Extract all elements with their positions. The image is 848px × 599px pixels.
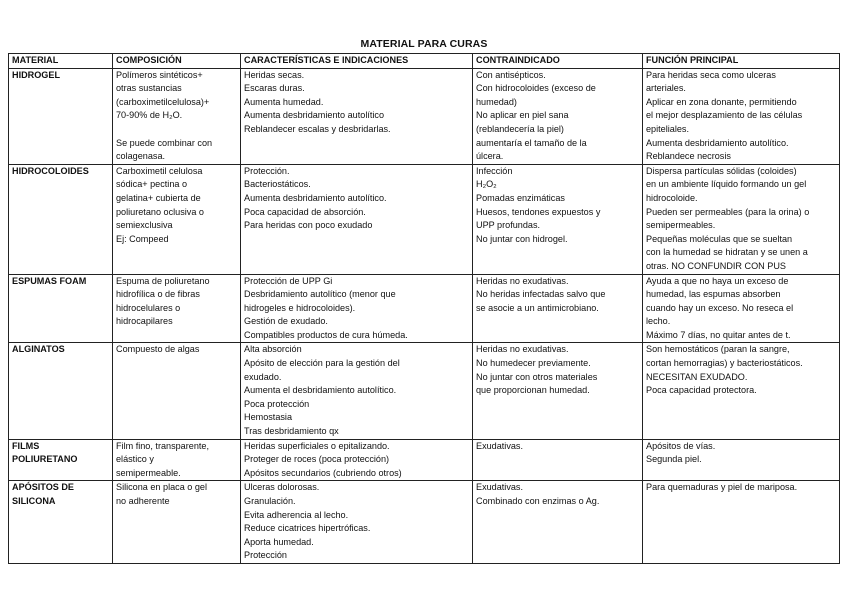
- cell-line: gelatina+ cubierta de: [116, 192, 201, 203]
- header-row: [9, 54, 840, 69]
- cell-contraindicado: [473, 481, 643, 564]
- cell-material: [9, 68, 113, 164]
- cell-material: [9, 274, 113, 343]
- table-row: [9, 439, 840, 481]
- cell-line: colagenasa.: [116, 151, 166, 162]
- cell-line: epiteliales.: [646, 123, 689, 134]
- cell-line: Film fino, transparente,: [116, 440, 209, 451]
- cell-line: el mejor desplazamiento de las células: [646, 110, 803, 121]
- cell-contraindicado: [473, 439, 643, 481]
- materials-table: [8, 53, 840, 564]
- cell-line: Máximo 7 días, no quitar antes de t.: [646, 329, 791, 340]
- cell-line: Ulceras dolorosas.: [244, 482, 320, 493]
- cell-caracteristicas: [241, 68, 473, 164]
- cell-line: NECESITAN EXUDADO.: [646, 371, 748, 382]
- cell-funcion: [643, 481, 840, 564]
- cell-line: Protección: [244, 550, 287, 561]
- cell-funcion: [643, 68, 840, 164]
- cell-line: Apósitos de vías.: [646, 440, 716, 451]
- cell-line: Protección de UPP Gi: [244, 275, 333, 286]
- cell-line: Gestión de exudado.: [244, 316, 328, 327]
- cell-line: [116, 123, 237, 137]
- cell-line: POLIURETANO: [12, 454, 78, 465]
- cell-funcion: [643, 343, 840, 439]
- cell-line: úlcera.: [476, 151, 504, 162]
- cell-line: Evita adherencia al lecho.: [244, 509, 349, 520]
- cell-line: Escaras duras.: [244, 83, 305, 94]
- cell-line: Se puede combinar con: [116, 137, 213, 148]
- cell-contraindicado: [473, 274, 643, 343]
- cell-line: lecho.: [646, 316, 671, 327]
- cell-contraindicado: [473, 164, 643, 274]
- cell-line: poliuretano oclusiva o: [116, 206, 204, 217]
- table-row: [9, 164, 840, 274]
- cell-line: exudado.: [244, 371, 282, 382]
- cell-line: No humedecer previamente.: [476, 358, 591, 369]
- cell-line: Ayuda a que no haya un exceso de: [646, 275, 789, 286]
- cell-composicion: [113, 481, 241, 564]
- cell-line: Aumenta el desbridamiento autolítico.: [244, 385, 397, 396]
- cell-line: Infección: [476, 165, 513, 176]
- cell-line: aumentaría el tamaño de la: [476, 137, 587, 148]
- cell-line: semiexclusiva: [116, 220, 173, 231]
- cell-line: Con hidrocoloides (exceso de: [476, 83, 596, 94]
- cell-line: No juntar con hidrogel.: [476, 233, 568, 244]
- cell-line: se asocie a un antimicrobiano.: [476, 302, 599, 313]
- cell-line: Aumenta desbridamiento autolítico: [244, 110, 385, 121]
- table-body: [9, 68, 840, 563]
- cell-line: Apósitos secundarios (cubriendo otros): [244, 467, 402, 478]
- cell-line: Silicona en placa o gel: [116, 482, 207, 493]
- cell-line: Reblandece necrosis: [646, 151, 731, 162]
- cell-line: Granulación.: [244, 496, 296, 506]
- cell-line: humedad): [476, 96, 517, 107]
- header-funcion: FUNCIÓN PRINCIPAL: [643, 54, 840, 69]
- cell-composicion: [113, 343, 241, 439]
- cell-composicion: [113, 439, 241, 481]
- cell-material: [9, 439, 113, 481]
- cell-line: Bacteriostáticos.: [244, 179, 311, 190]
- cell-line: Tras desbridamiento qx: [244, 426, 339, 437]
- cell-line: ALGINATOS: [12, 344, 65, 355]
- cell-line: APÓSITOS DE: [12, 482, 74, 493]
- cell-line: ESPUMAS FOAM: [12, 275, 87, 286]
- cell-line: SILICONA: [12, 496, 56, 506]
- cell-caracteristicas: [241, 481, 473, 564]
- cell-line: Pequeñas moléculas que se sueltan: [646, 233, 793, 244]
- cell-line: Son hemostáticos (paran la sangre,: [646, 344, 790, 355]
- cell-line: (reblandecería la piel): [476, 123, 564, 134]
- cell-line: 70-90% de H₂O.: [116, 110, 183, 121]
- cell-line: Reblandecer escalas y desbridarlas.: [244, 123, 391, 134]
- cell-line: Poca protección: [244, 398, 310, 409]
- header-contraindicado: CONTRAINDICADO: [473, 54, 643, 69]
- cell-material: [9, 343, 113, 439]
- cell-line: Proteger de roces (poca protección): [244, 454, 390, 465]
- table-row: [9, 274, 840, 343]
- cell-material: [9, 164, 113, 274]
- cell-line: Para heridas seca como ulceras: [646, 69, 776, 80]
- cell-funcion: [643, 439, 840, 481]
- cell-line: Polímeros sintéticos+: [116, 69, 203, 80]
- cell-line: No aplicar en piel sana: [476, 110, 569, 121]
- cell-line: Carboximetil celulosa: [116, 165, 203, 176]
- cell-line: otras. NO CONFUNDIR CON PUS: [646, 260, 786, 271]
- cell-line: Desbridamiento autolítico (menor que: [244, 289, 396, 300]
- cell-caracteristicas: [241, 343, 473, 439]
- cell-line: que proporcionan humedad.: [476, 385, 590, 396]
- cell-composicion: [113, 164, 241, 274]
- header-composicion: COMPOSICIÓN: [113, 54, 241, 69]
- cell-line: No juntar con otros materiales: [476, 371, 598, 382]
- cell-line: en un ambiente líquido formando un gel: [646, 179, 807, 190]
- cell-line: Con antisépticos.: [476, 69, 546, 80]
- cell-line: Huesos, tendones expuestos y: [476, 206, 601, 217]
- cell-line: Heridas superficiales o epitalizando.: [244, 440, 390, 451]
- cell-line: HIDROCOLOIDES: [12, 165, 89, 176]
- cell-line: arteriales.: [646, 83, 686, 94]
- cell-line: Aumenta desbridamiento autolítico.: [244, 192, 387, 203]
- cell-line: Compuesto de algas: [116, 344, 200, 355]
- cell-line: Heridas no exudativas.: [476, 344, 569, 355]
- cell-line: Exudativas.: [476, 482, 524, 493]
- page-title: MATERIAL PARA CURAS: [360, 38, 488, 50]
- cell-contraindicado: [473, 68, 643, 164]
- cell-line: humedad, las espumas absorben: [646, 289, 781, 300]
- cell-line: hidrofílica o de fibras: [116, 289, 200, 300]
- cell-line: Segunda piel.: [646, 454, 702, 465]
- table-row: [9, 481, 840, 564]
- cell-material: [9, 481, 113, 564]
- cell-line: Aplicar en zona donante, permitiendo: [646, 96, 797, 107]
- cell-contraindicado: [473, 343, 643, 439]
- table-row: [9, 68, 840, 164]
- cell-composicion: [113, 68, 241, 164]
- cell-line: Pomadas enzimáticas: [476, 192, 565, 203]
- cell-line: Aporta humedad.: [244, 536, 314, 547]
- cell-line: Para quemaduras y piel de mariposa.: [646, 482, 798, 493]
- cell-line: HIDROGEL: [12, 69, 60, 80]
- cell-line: Alta absorción: [244, 344, 302, 355]
- cell-funcion: [643, 274, 840, 343]
- cell-line: Poca capacidad de absorción.: [244, 206, 366, 217]
- cell-caracteristicas: [241, 164, 473, 274]
- cell-line: sódica+ pectina o: [116, 179, 188, 190]
- cell-line: Para heridas con poco exudado: [244, 220, 373, 231]
- cell-line: hidrocelulares o: [116, 302, 181, 313]
- cell-line: Apósito de elección para la gestión del: [244, 358, 400, 369]
- cell-line: Compatibles productos de cura húmeda.: [244, 329, 408, 340]
- cell-line: (carboximetilcelulosa)+: [116, 96, 210, 107]
- cell-line: hidrocapilares: [116, 316, 173, 327]
- cell-line: con la humedad se hidratan y se unen a: [646, 247, 808, 258]
- cell-line: Exudativas.: [476, 440, 524, 451]
- cell-composicion: [113, 274, 241, 343]
- cell-line: Aumenta humedad.: [244, 96, 324, 107]
- cell-line: Aumenta desbridamiento autolítico.: [646, 137, 789, 148]
- cell-line: hidrocoloide.: [646, 192, 698, 203]
- cell-line: cortan hemorragias) y bacteriostáticos.: [646, 358, 803, 369]
- cell-line: Protección.: [244, 165, 290, 176]
- cell-line: Heridas secas.: [244, 69, 305, 80]
- cell-funcion: [643, 164, 840, 274]
- cell-line: elástico y: [116, 454, 154, 465]
- header-material: MATERIAL: [9, 54, 113, 69]
- cell-line: hidrogeles e hidrocoloides).: [244, 302, 356, 313]
- cell-line: cuando hay un exceso. No reseca el: [646, 302, 794, 313]
- cell-line: otras sustancias: [116, 83, 182, 94]
- cell-line: Ej: Compeed: [116, 233, 169, 244]
- cell-line: Reduce cicatrices hipertróficas.: [244, 523, 371, 534]
- cell-line: No heridas infectadas salvo que: [476, 289, 606, 300]
- cell-line: FILMS: [12, 440, 40, 451]
- cell-line: Poca capacidad protectora.: [646, 385, 757, 396]
- cell-caracteristicas: [241, 439, 473, 481]
- cell-line: Hemostasia: [244, 412, 293, 423]
- cell-line: Combinado con enzimas o Ag.: [476, 496, 600, 506]
- header-caracteristicas: CARACTERÍSTICAS E INDICACIONES: [241, 54, 473, 69]
- cell-line: Dispersa partículas sólidas (coloides): [646, 165, 797, 176]
- cell-line: Pueden ser permeables (para la orina) o: [646, 206, 810, 217]
- table-row: [9, 343, 840, 439]
- cell-line: H₂O₂: [476, 179, 497, 190]
- cell-line: Heridas no exudativas.: [476, 275, 569, 286]
- cell-caracteristicas: [241, 274, 473, 343]
- cell-line: semipermeables.: [646, 220, 716, 231]
- cell-line: UPP profundas.: [476, 220, 541, 231]
- cell-line: Espuma de poliuretano: [116, 275, 210, 286]
- cell-line: semipermeable.: [116, 467, 181, 478]
- cell-line: no adherente: [116, 496, 170, 506]
